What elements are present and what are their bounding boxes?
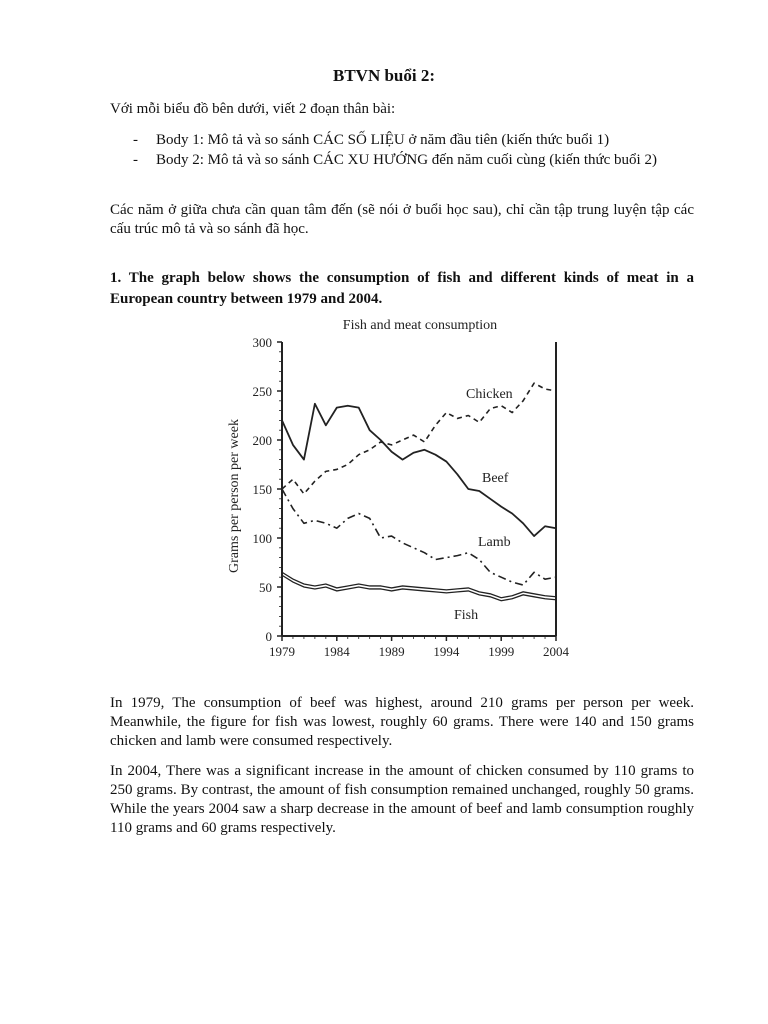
question-heading: 1. The graph below shows the consumption of fish and different kinds of meat in a European country between 1979 and 2004.: [110, 270, 694, 307]
chart-lines: [282, 383, 556, 601]
series-label-lamb: Lamb: [478, 535, 511, 550]
chart-title: Fish and meat consumption: [342, 318, 498, 333]
lamb-line: [282, 489, 556, 585]
note-text: Các năm ở giữa chưa cần quan tâm đến (sẽ nói ở buổi học sau), chỉ cần tập trung luyện tập các cấu trúc mô tả và so sánh đã học.: [110, 202, 694, 237]
y-tick-label: 200: [252, 433, 272, 448]
bullet-body-2: Body 2: Mô tả và so sánh CÁC XU HƯỚNG đến năm cuối cùng (kiến thức buổi 2): [156, 152, 657, 168]
y-tick-label: 150: [252, 482, 272, 497]
x-tick-label: 1999: [488, 644, 515, 659]
x-tick-label: 1994: [433, 644, 460, 659]
x-tick-label: 2004: [543, 644, 569, 659]
y-tick-label: 300: [252, 335, 272, 350]
series-label-beef: Beef: [482, 471, 509, 486]
series-label-fish: Fish: [454, 608, 479, 623]
beef-line: [282, 404, 556, 536]
bullet-body-1: Body 1: Mô tả và so sánh CÁC SỐ LIỆU ở năm đầu tiên (kiến thức buổi 1): [156, 132, 610, 148]
answer-paragraph-1: In 1979, The consumption of beef was highest, around 210 grams per person per week. Meanwhile, the figure for fish was lowest, roughly 60 grams. There were 140 and 150 grams chicken and lamb were consumed respectively.: [110, 695, 694, 749]
answer-paragraph-2: In 2004, There was a significant increase in the amount of chicken consumed by 110 grams to 250 grams. By contrast, the amount of fish consumption remained unchanged, roughly 50 grams. While the years 2004 saw a sharp decrease in the amount of beef and lamb consumption roughly 110 grams and 60 grams respectively.: [110, 763, 694, 836]
chart-labels: [454, 387, 513, 623]
fish-line-upper: [282, 572, 556, 597]
chicken-line: [282, 383, 556, 494]
bullet-marker: -: [133, 132, 138, 148]
page-title: BTVN buổi 2:: [332, 66, 436, 85]
line-chart: [220, 310, 590, 670]
x-tick-label: 1989: [378, 644, 405, 659]
chart-axes: [253, 335, 570, 659]
y-tick-label: 0: [265, 629, 272, 644]
x-tick-label: 1979: [269, 644, 295, 659]
chart-svg: [220, 310, 590, 670]
x-tick-label: 1984: [323, 644, 350, 659]
series-label-chicken: Chicken: [466, 387, 513, 402]
y-axis-label: Grams per person per week: [227, 419, 242, 573]
y-tick-label: 50: [259, 580, 272, 595]
bullet-marker: -: [133, 152, 138, 168]
y-tick-label: 250: [252, 384, 272, 399]
y-tick-label: 100: [252, 531, 272, 546]
intro-text: Với mỗi biểu đồ bên dưới, viết 2 đoạn thân bài:: [110, 101, 396, 117]
